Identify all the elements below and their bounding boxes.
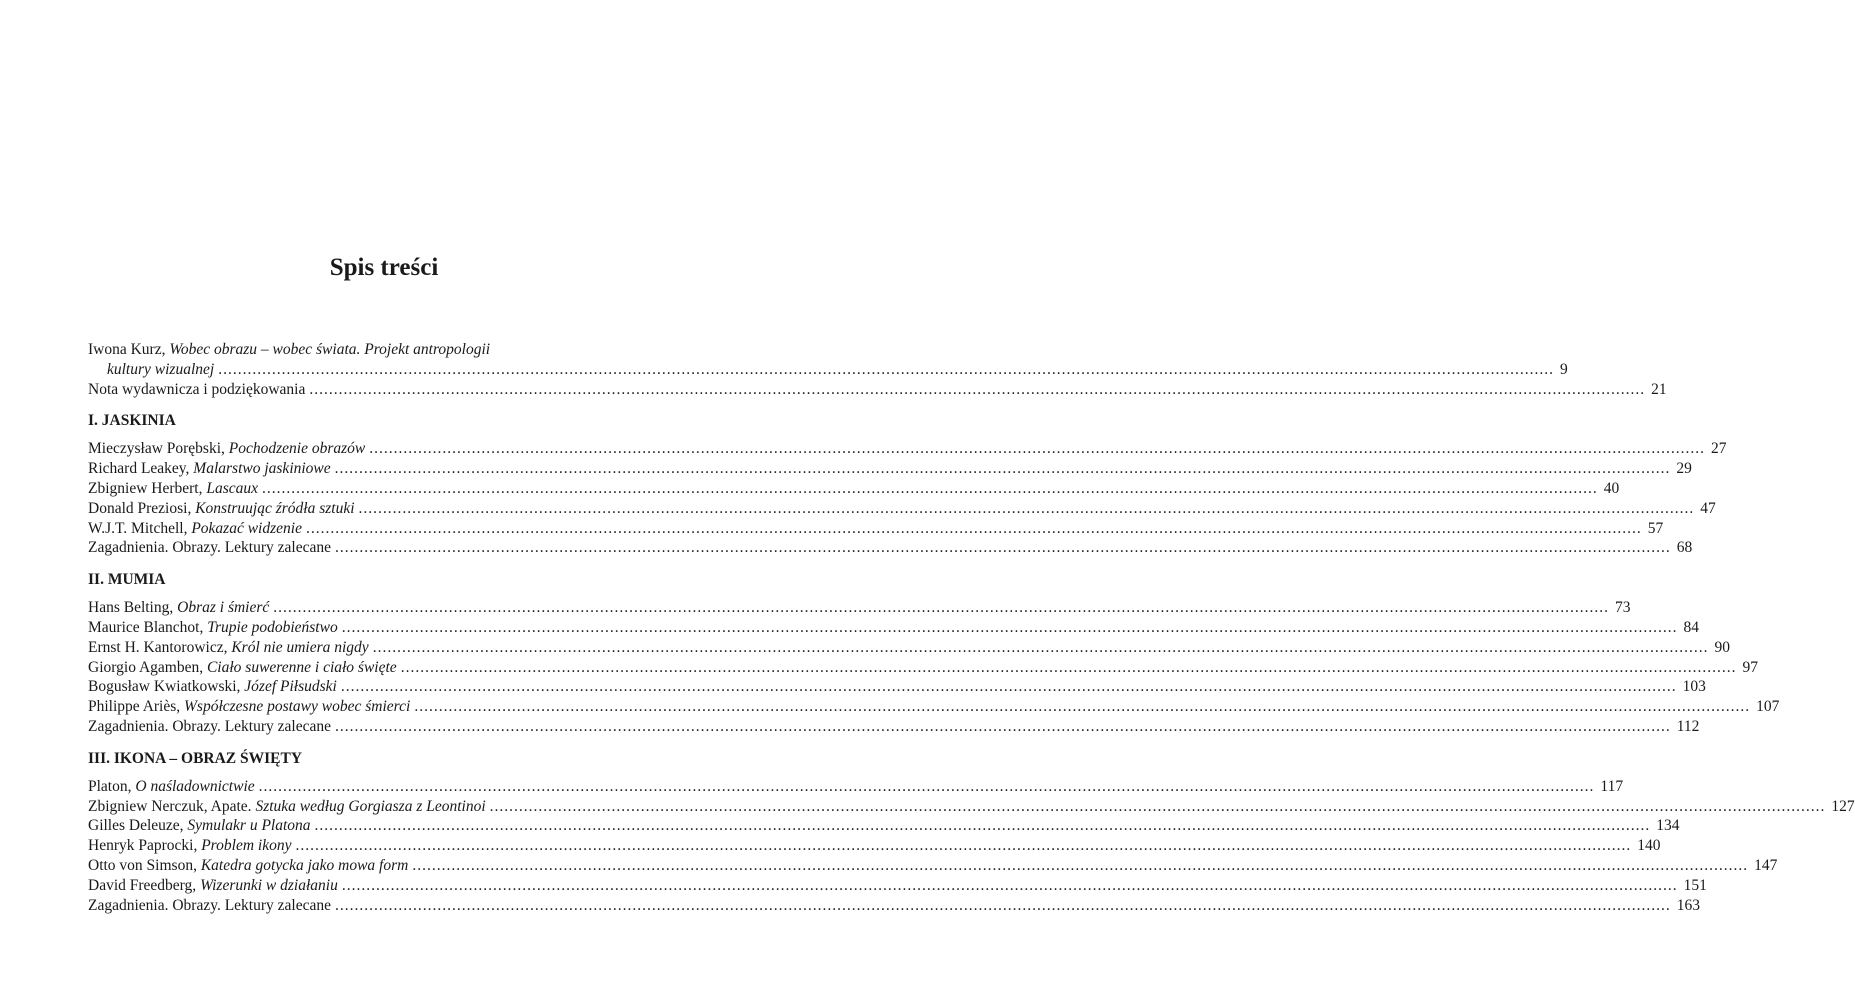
entry-text: [88, 479, 258, 499]
entry-work: Józef Piłsudski: [244, 678, 337, 696]
entry-work: Obraz i śmierć: [177, 599, 270, 617]
entry-author: Henryk Paprocki,: [88, 837, 202, 855]
toc-entry: [88, 717, 1700, 737]
leader-dots: ..................................................................................................................................................................................................................................................................................: [334, 896, 1671, 914]
entry-work: O naśladownictwie: [135, 777, 255, 795]
entry-author: Ernst H. Kantorowicz,: [88, 638, 232, 656]
entry-text: [88, 777, 255, 797]
entry-author: Philippe Ariès,: [88, 698, 185, 716]
section-heading: III. IKONA – OBRAZ ŚWIĘTY: [88, 749, 303, 767]
leader-dots: ..................................................................................................................................................................................................................................................................................: [340, 678, 1677, 696]
entry-page-number: 90: [1714, 638, 1730, 656]
entry-work: Katedra gotycka jako mowa form: [200, 856, 409, 874]
entry-author: Mieczysław Porębski,: [88, 440, 229, 458]
entry-author: David Freedberg,: [88, 876, 201, 894]
section-entries: [88, 439, 1727, 558]
entry-text: [88, 538, 331, 558]
entry-text: [88, 876, 338, 896]
entry-page-number: 27: [1711, 440, 1727, 458]
entry-text: [88, 797, 486, 817]
entry-author: Bogusław Kwiatkowski,: [88, 678, 245, 696]
leader-dots: ..................................................................................................................................................................................................................................................................................: [334, 539, 1671, 557]
page-title: Spis treści: [329, 254, 439, 281]
leader-dots: ..................................................................................................................................................................................................................................................................................: [412, 856, 1749, 874]
entry-page-number: 140: [1637, 837, 1661, 855]
toc-entry: [88, 677, 1706, 697]
section-heading: I. JASKINIA: [88, 412, 176, 430]
entry-work: Wobec obrazu – wobec świata. Projekt antropologii: [169, 341, 491, 358]
entry-page-number: 73: [1615, 599, 1631, 617]
entry-text: [88, 658, 397, 678]
entry-text: [88, 439, 365, 459]
toc-section: [88, 568, 1780, 737]
leader-dots: ..................................................................................................................................................................................................................................................................................: [334, 717, 1671, 735]
entry-work: Lascaux: [206, 479, 259, 497]
table-of-contents: [88, 340, 1855, 915]
entry-work: Pochodzenie obrazów: [228, 440, 366, 458]
entry-text: [88, 598, 269, 618]
toc-entry: [88, 777, 1624, 797]
toc-section: [88, 409, 1727, 558]
entry-page-number: 117: [1600, 777, 1624, 795]
entry-author: Donald Preziosi,: [88, 499, 196, 517]
toc-entry: [88, 538, 1693, 558]
entry-work: Konstruując źródła sztuki: [195, 499, 355, 517]
entry-author: Hans Belting,: [88, 599, 178, 617]
entry-page-number: 112: [1676, 717, 1700, 735]
entry-work: Trupie podobieństwo: [207, 618, 338, 636]
entry-text: [88, 618, 338, 638]
leader-dots: ..................................................................................................................................................................................................................................................................................: [414, 698, 1751, 716]
entry-page-number: 151: [1683, 876, 1707, 894]
entry-author: Zagadnienia. Obrazy. Lektury zalecane: [88, 896, 331, 914]
toc-entry: [88, 479, 1620, 499]
entry-author: Iwona Kurz,: [88, 341, 170, 358]
entry-work: Ciało suwerenne i ciało święte: [206, 658, 397, 676]
toc-entry: [88, 459, 1692, 479]
leader-dots: ..................................................................................................................................................................................................................................................................................: [273, 599, 1610, 617]
leader-dots: ..................................................................................................................................................................................................................................................................................: [305, 519, 1642, 537]
entry-page-number: 84: [1683, 618, 1699, 636]
entry-work: Pokazać widzenie: [191, 519, 302, 537]
entry-text: [88, 519, 302, 539]
entry-text: [88, 816, 311, 836]
toc-entry: [88, 816, 1680, 836]
entry-work: Symulakr u Platona: [187, 817, 311, 835]
entry-page-number: 97: [1742, 658, 1758, 676]
leader-dots: ..................................................................................................................................................................................................................................................................................: [218, 360, 1554, 378]
toc-entry: [88, 439, 1727, 459]
entry-author: Otto von Simson,: [88, 856, 201, 874]
entry-text: [88, 677, 337, 697]
leader-dots: ..................................................................................................................................................................................................................................................................................: [334, 460, 1671, 478]
entry-author: W.J.T. Mitchell,: [88, 519, 192, 537]
leader-dots: ..................................................................................................................................................................................................................................................................................: [309, 380, 1646, 398]
leader-dots: ..................................................................................................................................................................................................................................................................................: [258, 777, 1595, 795]
toc-entry: [88, 896, 1700, 916]
toc-entry: [88, 876, 1707, 896]
entry-work: Wizerunki w działaniu: [200, 876, 338, 894]
toc-entry-intro-kurz-cont: [88, 360, 1568, 380]
entry-text: [88, 856, 408, 876]
entry-text: [88, 896, 331, 916]
toc-entry: [88, 836, 1661, 856]
entry-work-continued: kultury wizualnej: [107, 360, 215, 378]
entry-text: [88, 459, 331, 479]
leader-dots: ..................................................................................................................................................................................................................................................................................: [358, 499, 1695, 517]
toc-entry-intro-nota: [88, 380, 1667, 400]
entry-page-number: 134: [1656, 817, 1680, 835]
entry-author: Zbigniew Nerczuk, Apate.: [88, 797, 256, 815]
entry-author: Zbigniew Herbert,: [88, 479, 207, 497]
entry-work: Sztuka według Gorgiasza z Leontinoi: [255, 797, 486, 815]
entry-page-number: 103: [1682, 678, 1706, 696]
entry-page-number: 107: [1756, 698, 1780, 716]
entry-page-number: 147: [1754, 856, 1778, 874]
entry-author: Zagadnienia. Obrazy. Lektury zalecane: [88, 539, 331, 557]
toc-entry: [88, 598, 1631, 618]
toc-entry: [88, 519, 1664, 539]
section-entries: [88, 598, 1780, 737]
leader-dots: ..................................................................................................................................................................................................................................................................................: [314, 817, 1651, 835]
entry-text: [88, 697, 410, 717]
toc-entry: [88, 697, 1780, 717]
toc-entry: [88, 658, 1758, 678]
leader-dots: ..................................................................................................................................................................................................................................................................................: [369, 440, 1705, 458]
entry-page-number: 47: [1700, 499, 1716, 517]
entry-author: Gilles Deleuze,: [88, 817, 188, 835]
leader-dots: ..................................................................................................................................................................................................................................................................................: [341, 618, 1678, 636]
entry-page-number: 127: [1831, 797, 1855, 815]
entry-page-number: 68: [1676, 539, 1693, 557]
entry-work: Współczesne postawy wobec śmierci: [184, 698, 411, 716]
toc-entry: [88, 797, 1855, 817]
leader-dots: ..................................................................................................................................................................................................................................................................................: [341, 876, 1678, 894]
toc-entry: [88, 638, 1730, 658]
leader-dots: ..................................................................................................................................................................................................................................................................................: [262, 479, 1598, 497]
entry-author: Platon,: [88, 777, 136, 795]
toc-sections: [88, 409, 1855, 915]
leader-dots: ..................................................................................................................................................................................................................................................................................: [400, 658, 1737, 676]
entry-page-number: 9: [1559, 360, 1568, 378]
entry-author: Zagadnienia. Obrazy. Lektury zalecane: [88, 717, 331, 735]
section-heading: II. MUMIA: [88, 571, 166, 589]
leader-dots: ..................................................................................................................................................................................................................................................................................: [489, 797, 1826, 815]
toc-entry-intro-kurz: [88, 340, 684, 360]
entry-page-number: 40: [1603, 479, 1620, 497]
leader-dots: ..................................................................................................................................................................................................................................................................................: [295, 837, 1632, 855]
entry-author: Richard Leakey,: [88, 460, 194, 478]
entry-author: Maurice Blanchot,: [88, 618, 208, 636]
entry-page-number: 29: [1676, 460, 1692, 478]
toc-entry: [88, 499, 1716, 519]
entry-text: [88, 499, 355, 519]
entry-page-number: 21: [1651, 380, 1667, 398]
entry-work: Problem ikony: [201, 837, 292, 855]
toc-entry: [88, 856, 1778, 876]
entry-author: Giorgio Agamben,: [88, 658, 207, 676]
entry-text: [88, 836, 291, 856]
entry-text: [88, 638, 369, 658]
entry-text: [88, 717, 331, 737]
toc-entry: [88, 618, 1699, 638]
leader-dots: ..................................................................................................................................................................................................................................................................................: [372, 638, 1709, 656]
entry-work: Malarstwo jaskiniowe: [193, 460, 331, 478]
toc-section: [88, 747, 1855, 916]
entry-text: [88, 340, 490, 360]
entry-page-number: 163: [1676, 896, 1700, 914]
entry-page-number: 57: [1647, 519, 1664, 537]
entry-work: Król nie umiera nigdy: [231, 638, 369, 656]
section-entries: [88, 777, 1855, 916]
entry-author: Nota wydawnicza i podziękowania: [88, 380, 306, 398]
